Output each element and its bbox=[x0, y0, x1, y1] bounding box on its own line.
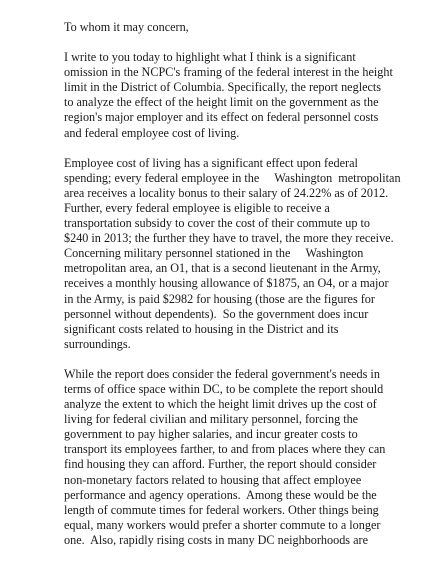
text-line: Concerning military personnel stationed in the Washington bbox=[64, 246, 364, 261]
text-line: $240 in 2013; the further they have to travel, the more they receive. bbox=[64, 231, 394, 246]
text-line: performance and agency operations. Among these would be the bbox=[64, 487, 377, 502]
text-line: to analyze the effect of the height limit on the government as the bbox=[64, 95, 379, 110]
text-line: region's major employer and its effect on federal personnel costs bbox=[64, 110, 379, 125]
text-line: area receives a locality bonus to their salary of 24.22% as of 2012. bbox=[64, 185, 389, 200]
paragraph-3 bbox=[64, 367, 384, 548]
text-line: analyze the extent to which the height limit drives up the cost of bbox=[64, 397, 377, 412]
text-line: receives a monthly housing allowance of $1875, an O4, or a major bbox=[64, 276, 389, 291]
salutation: To whom it may concern, bbox=[64, 20, 189, 34]
paragraph-2 bbox=[64, 155, 401, 352]
text-line: length of commute times for federal workers. Other things being bbox=[64, 502, 379, 517]
text-line: find housing they can afford. Further, the report should consider bbox=[64, 457, 377, 472]
letter-page bbox=[64, 20, 401, 563]
text-line: surroundings. bbox=[64, 336, 131, 351]
text-line: personnel without dependents). So the government does incur bbox=[64, 306, 369, 321]
text-line: metropolitan area, an O1, that is a second lieutenant in the Army, bbox=[64, 261, 381, 276]
text-line: significant costs related to housing in the District and its bbox=[64, 321, 339, 336]
text-line: I write to you today to highlight what I think is a significant bbox=[64, 50, 356, 65]
text-line: spending; every federal employee in the Washington metropolitan bbox=[64, 170, 401, 185]
text-line: Further, every federal employee is eligible to receive a bbox=[64, 200, 330, 215]
text-line: government to pay higher salaries, and incur greater costs to bbox=[64, 427, 358, 442]
text-line: transportation subsidy to cover the cost of their commute up to bbox=[64, 216, 370, 231]
text-line: living for federal civilian and military personnel, forcing the bbox=[64, 412, 359, 427]
text-line: one. Also, rapidly rising costs in many DC neighborhoods are bbox=[64, 532, 368, 547]
text-line: limit in the District of Columbia. Specifically, the report neglects bbox=[64, 80, 382, 95]
text-line: in the Army, is paid $2982 for housing (those are the figures for bbox=[64, 291, 375, 306]
text-line: transport its employees farther, to and from places where they can bbox=[64, 442, 386, 457]
text-line: and federal employee cost of living. bbox=[64, 125, 240, 140]
text-line: non-monetary factors related to housing that affect employee bbox=[64, 472, 362, 487]
text-line: While the report does consider the federal government's needs in bbox=[64, 366, 380, 381]
text-line: omission in the NCPC's framing of the federal interest in the height bbox=[64, 65, 393, 80]
text-line: equal, many workers would prefer a shorter commute to a longer bbox=[64, 517, 381, 532]
text-line: Employee cost of living has a significant effect upon federal bbox=[64, 155, 358, 170]
text-line: terms of office space within DC, to be complete the report should bbox=[64, 381, 384, 396]
paragraph-1 bbox=[64, 50, 393, 141]
